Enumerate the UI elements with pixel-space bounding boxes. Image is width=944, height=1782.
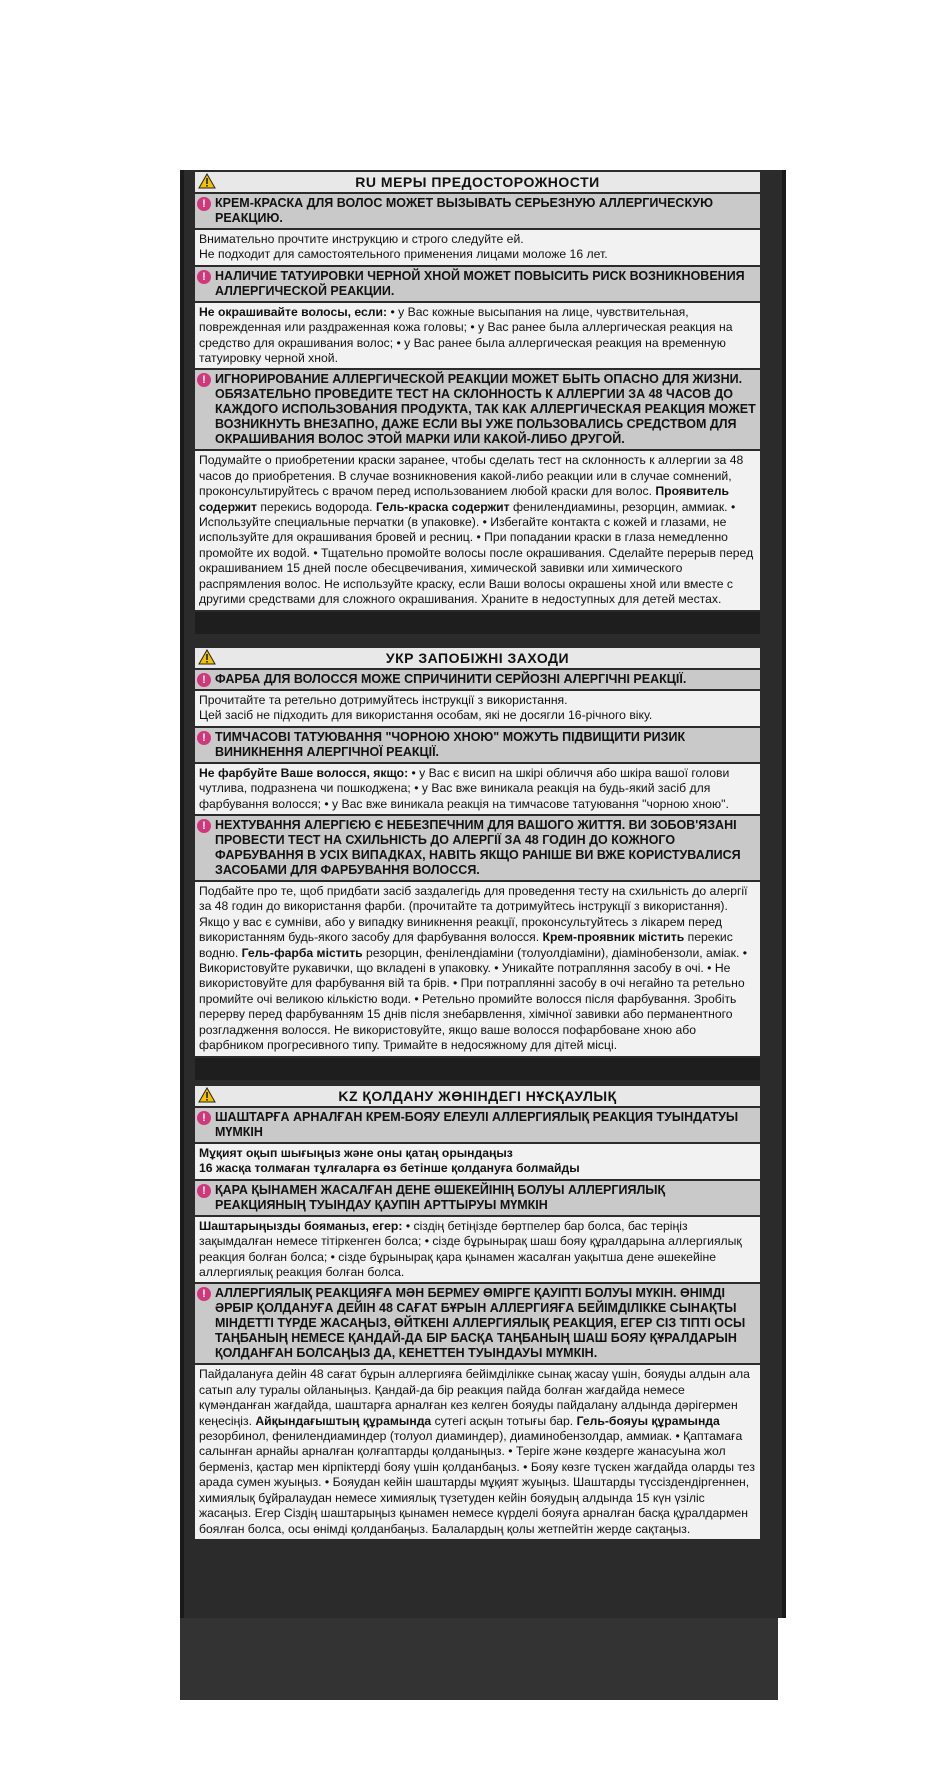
alert-text: НАЛИЧИЕ ТАТУИРОВКИ ЧЕРНОЙ ХНОЙ МОЖЕТ ПОВЫСИТЬ РИСК ВОЗНИКНОВЕНИЯ АЛЛЕРГИЧЕСКОЙ РЕАКЦИИ. [215,268,745,298]
conditions-label: Шаштарыңызды бояманыз, егер: [199,1218,403,1233]
conditions-block [195,303,760,369]
section-header [195,1086,760,1106]
instruction-line: 16 жасқа толмаған тұлғаларға өз бетінше қолдануға болмайды [199,1161,580,1176]
alert-block [195,816,760,880]
section-ua [195,648,760,1080]
alert-text: ИГНОРИРОВАНИЕ АЛЛЕРГИЧЕСКОЙ РЕАКЦИИ МОЖЕТ БЫТЬ ОПАСНО ДЛЯ ЖИЗНИ. ОБЯЗАТЕЛЬНО ПРОВЕДИТЕ ТЕСТ НА СКЛОННОСТЬ К АЛЛЕРГИИ ЗА 48 ЧАСОВ ДО КАЖДОГО ИСПОЛЬЗОВАНИЯ ПРОДУКТА, ТАК КАК АЛЛЕРГИЧЕСКАЯ РЕАКЦИЯ МОЖЕТ ВОЗНИКНУТЬ ВНЕЗАПНО, ДАЖЕ ЕСЛИ ВЫ УЖЕ ПОЛЬЗОВАЛИСЬ СРЕДСТВОМ ДЛЯ ОКРАШИВАНИЯ ВОЛОС ЭТОЙ МАРКИ ИЛИ КАКОЙ-ЛИБО ДРУГОЙ. [215,372,756,447]
exclamation-circle-icon: ! [197,270,211,284]
body-text: перекись водорода. [256,499,376,514]
alert-text: ШАШТАРҒА АРНАЛҒАН КРЕМ-БОЯУ ЕЛЕУЛІ АЛЛЕРГИЯЛЫҚ РЕАКЦИЯ ТУЫНДАТУЫ МҮМКІН [215,1110,739,1139]
alert-text: КРЕМ-КРАСКА ДЛЯ ВОЛОС МОЖЕТ ВЫЗЫВАТЬ СЕРЬЕЗНУЮ АЛЛЕРГИЧЕСКУЮ РЕАКЦИЮ. [215,196,714,225]
instruction-line: Внимательно прочтите инструкцию и строго следуйте ей. [199,232,524,246]
instruction-line: Прочитайте та ретельно дотримуйтесь інструкції з використання. [199,693,568,707]
instruction-line: Цей засіб не підходить для використання особам, які не досягли 16-річного віку. [199,708,653,723]
alert-text: НЕХТУВАННЯ АЛЕРГІЄЮ Є НЕБЕЗПЕЧНИМ ДЛЯ ВАШОГО ЖИТТЯ. ВИ ЗОБОВ'ЯЗАНІ ПРОВЕСТИ ТЕСТ НА СХИЛЬНІСТЬ ДО АЛЕРГІЇ ЗА 48 ГОДИН ДО КОЖНОГО ФАРБУВАННЯ В УСІХ ВИПАДКАХ, НАВІТЬ ЯКЩО РАНІШЕ ВИ ВЖЕ КОРИСТУВАЛИСЯ ЗАСОБАМИ ДЛЯ ФАРБУВАННЯ ВОЛОССЯ. [215,818,741,878]
exclamation-circle-icon: ! [197,673,211,687]
warning-triangle-icon [198,173,216,189]
body-text: Подумайте о приобретении краски заранее, чтобы сделать тест на склонность к аллергии за 48 часов до приобретения. В случае возникновения какой-либо реакции или в случае сомнений, проконсультируйтесь с врачом перед использованием любой краски для волос. [199,453,744,499]
alert-text: ҚАРА ҚЫНАМЕН ЖАСАЛҒАН ДЕНЕ ӘШЕКЕЙІНІҢ БОЛУЫ АЛЛЕРГИЯЛЫҚ РЕАКЦИЯНЫҢ ТУЫНДАУ ҚАУПІН АРТТЫРУЫ МҮМКІН [215,1182,666,1212]
body-text: Пайдалануға дейін 48 сағат бұрын аллергияға бейімділікке сынақ жасау үшін, бояуды алдын ала сатып алу туралы ойланыңыз. Қандай-да бір реакция пайда болған жағдайда немесе күмәнданған жағдайда, шаштарға арналған кез келген бояуды пайдалану алдында дәрігермен кеңесіңіз. [199,1367,750,1428]
exclamation-circle-icon: ! [197,1111,211,1125]
conditions-label: Не фарбуйте Ваше волосся, якщо: [199,765,409,780]
body-text: Подбайте про те, щоб придбати засіб заздалегідь для проведення тесту на схильність до алергії за 48 годин до використання фарби. (прочитайте та дотримуйтесь інструкції з використання). Якщо у вас є сумніви, або у випадку виникнення реакції, проконсультуйтесь з лікарем перед використанням будь-якого засобу для фарбування волосся. [199,884,748,945]
section-header [195,648,760,668]
alert-block [195,370,760,449]
exclamation-circle-icon: ! [197,197,211,211]
section-kz [195,1086,760,1539]
instruction-line: Не подходит для самостоятельного применения лицами моложе 16 лет. [199,247,608,262]
exclamation-circle-icon: ! [197,819,211,833]
instruction-block [195,1144,760,1179]
body-text: фенилендиамины, резорцин, аммиак. • Используйте специальные перчатки (в упаковке). • Избегайте контакта с кожей и глазами, не используйте для окрашивания бровей и ресниц. • При попадании краски в глаза немедленно промойте их водой. • Тщательно промойте волосы после окрашивания. Сделайте перерыв перед окрашиванием 15 дней после обесцвечивания, химической завивки или химического распрямления волос. Не используйте краску, если Ваши волосы окрашены хной или вместе с другими средствами для сложного окрашивания. Храните в недоступных для детей местах. [199,499,754,607]
warning-triangle-icon [198,649,216,665]
body-bold: Гель-краска содержит [375,499,510,514]
alert-block [195,1284,760,1363]
body-bold: Гель-фарба містить [241,945,363,960]
instruction-line: Мұқият оқып шығыңыз және оны қатаң орындаңыз [199,1146,513,1160]
exclamation-circle-icon: ! [197,1184,211,1198]
alert-block [195,1108,760,1142]
divider-band [195,1058,760,1080]
warning-triangle-icon [198,1087,216,1103]
exclamation-circle-icon: ! [197,1287,211,1301]
divider-band [195,612,760,634]
conditions-text: • у Вас кожные высыпания на лице, чувствительная, поврежденная или раздраженная кожа головы; • у Вас ранее была аллергическая реакция на средство для окрашивания волос; • у Вас ранее была аллергическая реакция на временную татуировку черной хной. [199,304,733,366]
alert-text: АЛЛЕРГИЯЛЫҚ РЕАКЦИЯҒА МӘН БЕРМЕУ ӨМІРГЕ ҚАУІПТІ БОЛУЫ МҮКІН. ӨНІМДІ ӘРБІР ҚОЛДАНУҒА ДЕЙІН 48 САҒАТ БҰРЫН АЛЛЕРГИЯҒА БЕЙІМДІЛІККЕ СЫНАҚТЫ МІНДЕТТІ ТҮРДЕ ЖАСАҢЫЗ, ӨЙТКЕНІ АЛЛЕРГИЯЛЫҚ РЕАКЦИЯ, ЕГЕР СІЗ ТІПТІ ОСЫ ТАҢБАНЫҢ НЕМЕСЕ ҚАНДАЙ-ДА БІР БАСҚА ТАҢБАНЫҢ ШАШ БОЯУ ҚҰРАЛДАРЫН ҚОЛДАНҒАН БОЛСАҢЫЗ ДА, КЕНЕТТЕН ТУЫНДАУЫ МҮМКІН. [215,1286,746,1361]
body-text: резорцин, фенілендіаміни (толуолдіаміни), діамінобензоли, аміак. • Використовуйте рукавички, що вкладені в упаковку. • Уникайте потрапляння засобу в очі. • Не використовуйте для фарбування вій та брів. • При потраплянні засобу в очі негайно та ретельно промийте очі великою кількістю води. • Ретельно промийте волосся після фарбування. Зробіть перерву перед фарбуванням 15 днів після знебарвлення, хімічної завивки або перманентного розгладження волосся. Не використовуйте, якщо ваше волосся пофарбоване хною або фарбником прогресивного типу. Тримайте в недосяжному для дітей місці. [199,945,748,1053]
conditions-block [195,1217,760,1283]
body-text: резорбинол, фенилендиаминдер (толуол диаминдер), диаминобензолдар, аммиак. • Қаптамаға салынған арнайы арналған қолғаптарды қолданыңыз. • Теріге және көздерге жанасуына жол берменіз, қастар мен кірпіктерді бояу үшін қолданбаңыз. • Бояу көзге түскен жағдайда оларды тез арада сумен жуыңыз. • Бояудан кейін шаштарды мұқият жуыңыз. Шаштарды түссіздендіргеннен, химиялық бұйралаудан немесе химиялық түзетуден кейін бояудың алдында 15 күн үзіліс жасаңыз. Егер Сіздің шаштарыңыз қынамен немесе күрделі бояуға арналған басқа құралдармен боялған болса, осы өнімді қолданбаңыз. Балалардың қолы жетпейтін жерде сақтаңыз. [199,1429,755,1536]
conditions-block [195,764,760,814]
body-bold: Айқындағыштың құрамында [255,1413,432,1428]
alert-block [195,1181,760,1215]
section-title: RU МЕРЫ ПРЕДОСТОРОЖНОСТИ [355,174,600,190]
body-block [195,451,760,609]
conditions-text: • у Вас є висип на шкірі обличчя або шкіра вашої голови чутлива, подразнена чи пошкоджена; • у Вас вже виникала реакція на будь-який засіб для фарбування волосся; • у Вас вже виникала реакція на тимчасове татуювання "чорною хною". [199,765,730,811]
alert-text: ФАРБА ДЛЯ ВОЛОССЯ МОЖЕ СПРИЧИНИТИ СЕРЙОЗНІ АЛЕРГІЧНІ РЕАКЦІЇ. [215,672,687,686]
body-bold: Крем-проявник містить [542,930,685,945]
body-text: сутегі асқын тотығы бар. [431,1413,577,1428]
product-box-bottom [180,1618,778,1700]
section-title: KZ ҚОЛДАНУ ЖӨНІНДЕГІ НҰСҚАУЛЫҚ [338,1088,617,1104]
instruction-block [195,691,760,726]
body-block [195,882,760,1055]
instruction-block [195,230,760,265]
alert-text: ТИМЧАСОВІ ТАТУЮВАННЯ "ЧОРНОЮ ХНОЮ" МОЖУТЬ ПІДВИЩИТИ РИЗИК ВИНИКНЕННЯ АЛЕРГІЧНОЇ РЕАКЦІЇ. [215,729,686,759]
conditions-text: • сіздің бетіңізде бөртпелер бар болса, бас теріңіз зақымдалған немесе тітіркенген болса; • сізде бұрынырақ шаш бояу құралдарына аллергиялық реакция болған болса; • сізде бұрынырақ қара қынамен жасалған уақытша дене әшекейіне аллергиялық реакция болған болса. [199,1218,742,1280]
body-bold: Гель-бояуы құрамында [576,1413,720,1428]
conditions-label: Не окрашивайте волосы, если: [199,304,388,319]
body-bold: Проявитель содержит [199,484,729,514]
body-text: перекис водню. [199,930,733,960]
body-block [195,1365,760,1538]
alert-block [195,194,760,228]
exclamation-circle-icon: ! [197,373,211,387]
section-ru [195,172,760,634]
alert-block [195,728,760,762]
alert-block [195,670,760,689]
exclamation-circle-icon: ! [197,731,211,745]
alert-block [195,267,760,301]
section-title: УКР ЗАПОБІЖНІ ЗАХОДИ [385,650,570,666]
section-header [195,172,760,192]
